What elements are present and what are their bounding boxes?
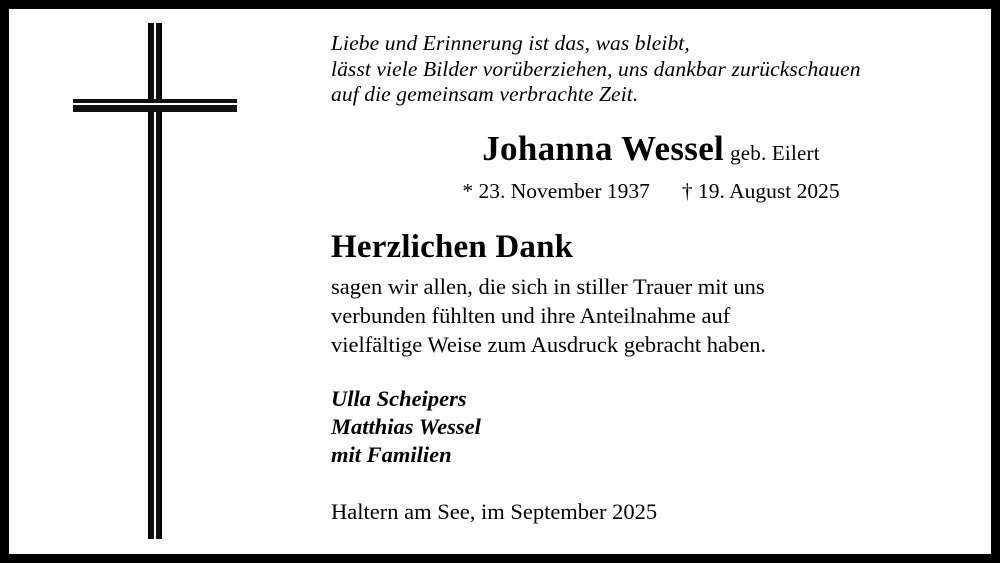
thanks-body-line: vielfältige Weise zum Ausdruck gebracht haben. — [331, 331, 767, 357]
thanks-body-line: sagen wir allen, die sich in stiller Trauer mit uns — [331, 273, 765, 299]
memorial-verse-line: auf die gemeinsam verbrachte Zeit. — [331, 82, 639, 106]
memorial-verse-line: lässt viele Bilder vorüberziehen, uns dankbar zurückschauen — [331, 56, 861, 81]
deceased-name: Johanna Wessel — [482, 128, 725, 168]
family-signatures — [331, 385, 971, 469]
cross-horizontal-beam — [73, 99, 237, 112]
place-and-date: Haltern am See, im September 2025 — [331, 498, 658, 524]
thanks-heading: Herzlichen Dank — [331, 228, 574, 265]
cross-illustration — [9, 9, 309, 554]
memorial-verse — [331, 31, 971, 108]
birth-date: * 23. November 1937 — [462, 178, 650, 203]
life-dates — [331, 179, 971, 204]
memorial-verse-line: Liebe und Erinnerung ist das, was bleibt, — [331, 31, 690, 55]
family-signature-line: mit Familien — [331, 441, 452, 467]
family-signature-line: Matthias Wessel — [331, 413, 481, 439]
obituary-text-column — [331, 31, 971, 525]
deceased-maiden-name: geb. Eilert — [730, 140, 820, 165]
thanks-body-line: verbunden fühlten und ihre Anteilnahme auf — [331, 302, 731, 328]
family-signature-line: Ulla Scheipers — [331, 385, 467, 411]
thanks-body — [331, 272, 971, 359]
obituary-card-inner-border — [8, 8, 992, 555]
deceased-name-line — [331, 129, 971, 169]
death-date: † 19. August 2025 — [681, 178, 840, 203]
